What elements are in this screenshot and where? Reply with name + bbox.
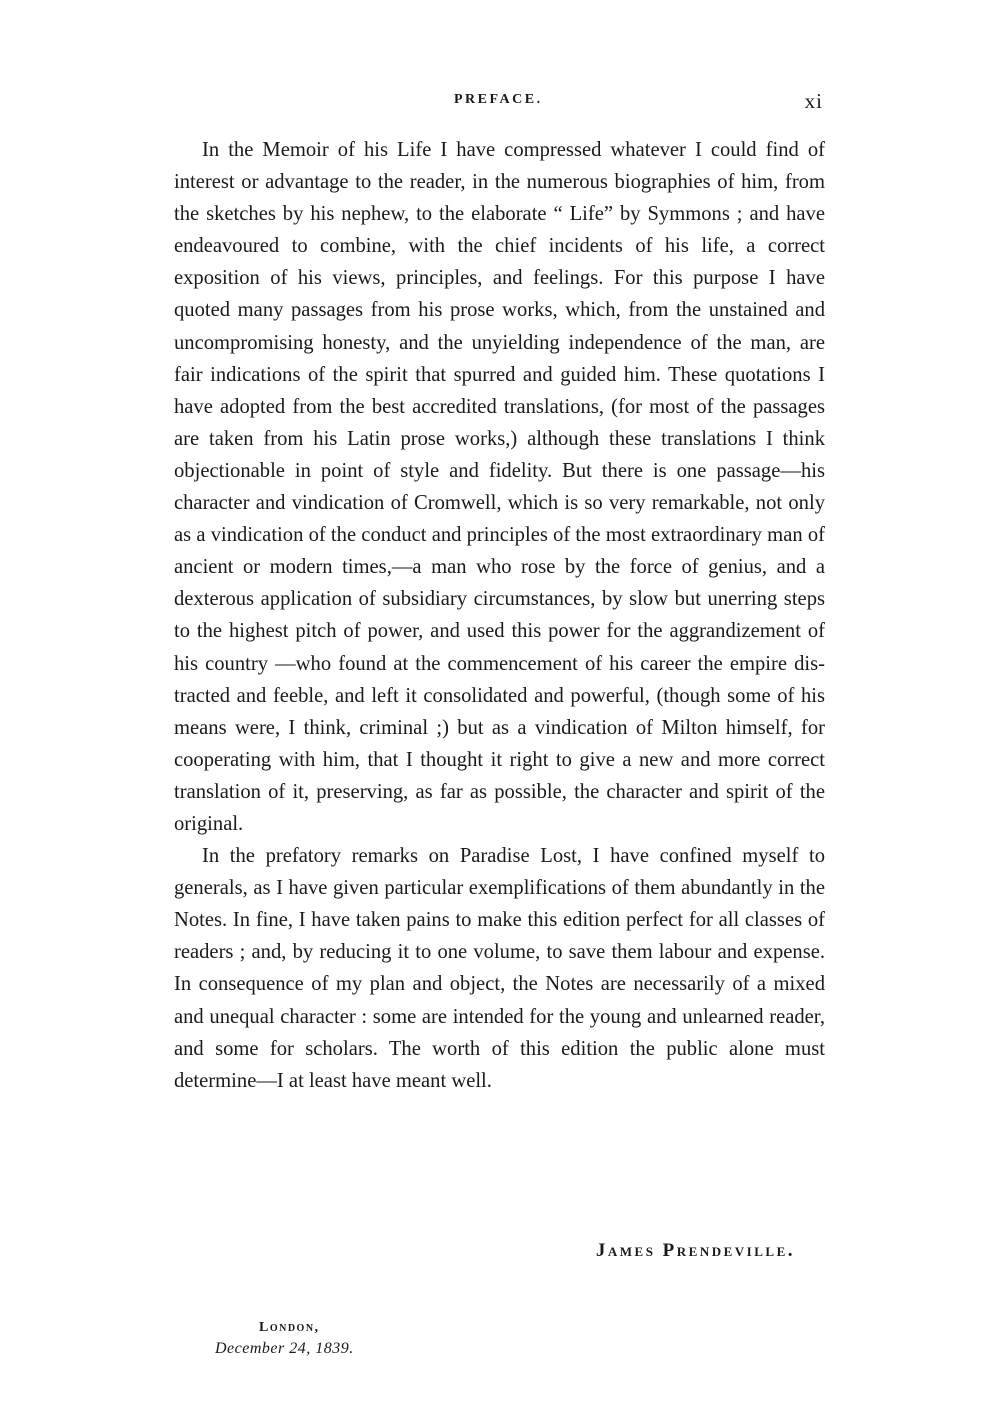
page-number: xi bbox=[804, 89, 823, 113]
page-header-title: PREFACE. bbox=[454, 92, 543, 107]
preface-body bbox=[174, 134, 825, 1097]
dateline-place: London, bbox=[259, 1320, 320, 1335]
running-head bbox=[174, 89, 825, 116]
dateline-date: December 24, 1839. bbox=[215, 1340, 354, 1357]
author-signature: James Prendeville. bbox=[595, 1240, 795, 1261]
paragraph-memoir: In the Memoir of his Life I have compressed whatever I could find of interest or advantage to the reader, in the numerous biographies of him, from the sketches by his nephew, to the elaborate “ Life” by Symmons ; and have endeavoured to combine, with the chief incidents of his life, a correct exposition of his views, principles, and feelings. For this purpose I have quoted many passages from his prose works, which, from the unstained and uncompromising honesty, and the unyielding independence of the man, are fair indications of the spirit that spurred and guided him. These quotations I have adopted from the best accredited translations, (for most of the passages are taken from his Latin prose works,) although these translations I think objectionable in point of style and fidelity. But there is one passage—his character and vindication of Cromwell, which is so very remarkable, not only as a vindication of the conduct and principles of the most extraordinary man of ancient or modern times,—a man who rose by the force of genius, and a dexterous application of subsidiary circumstances, by slow but unerring steps to the highest pitch of power, and used this power for the aggrandizement of his country —who found at the commencement of his career the empire distracted and feeble, and left it consolidated and powerful, (though some of his means were, I think, criminal ;) but as a vindication of Milton himself, for cooperating with him, that I thought it right to give a new and more correct translation of it, preserving, as far as possible, the character and spirit of the original. bbox=[174, 139, 825, 835]
paragraph-paradise-lost: In the prefatory remarks on Paradise Lost, I have confined myself to generals, as I have given particular exemplifications of them abundantly in the Notes. In fine, I have taken pains to make this edition perfect for all classes of readers ; and, by reducing it to one volume, to save them labour and expense. In consequence of my plan and object, the Notes are necessarily of a mixed and unequal character : some are intended for the young and unlearned reader, and some for scholars. The worth of this edition the public alone must determine—I at least have meant well. bbox=[174, 845, 825, 1092]
